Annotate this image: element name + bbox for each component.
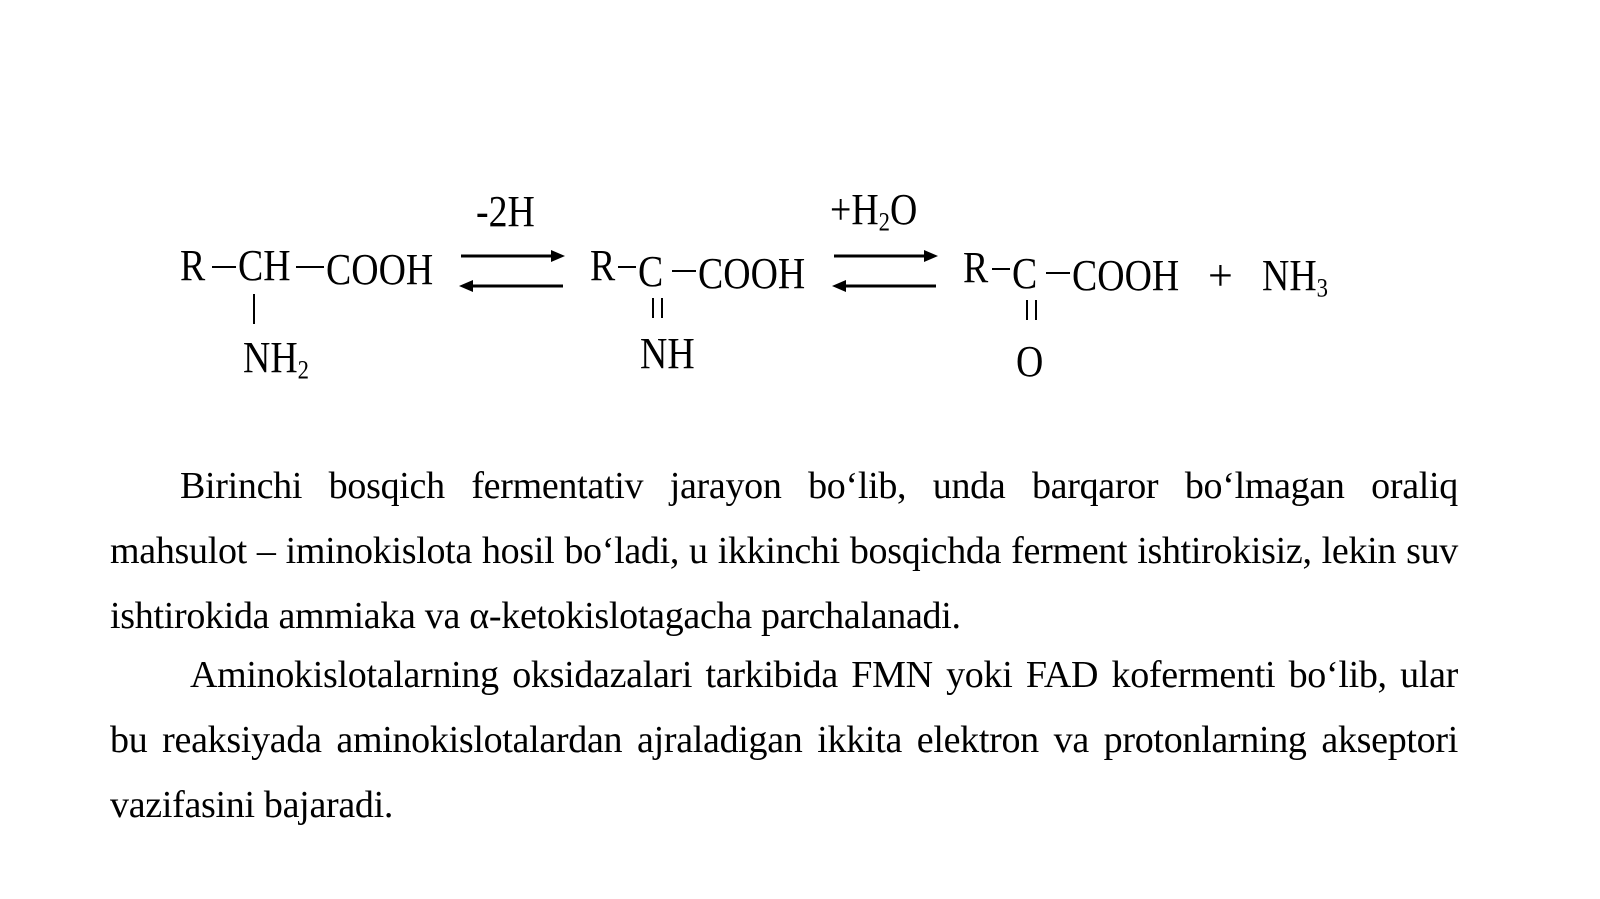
paragraph-2: [110, 643, 1458, 838]
bond-r-c-imino: [618, 266, 636, 268]
bond-r-ch: [212, 266, 236, 268]
step1-condition: -2H: [476, 187, 535, 236]
double-bond-c-n-left: [652, 298, 654, 318]
keto-acid-r: R: [963, 243, 989, 292]
amino-acid-r: R: [180, 241, 206, 290]
plus-sign: +: [1208, 251, 1233, 300]
equilibrium-arrow-1: [455, 240, 570, 296]
paragraph-1-line-3: ishtirokida ammiaka va α-ketokislotagacha parchalanadi.: [110, 595, 961, 637]
paragraph-1: [110, 454, 1458, 649]
imino-acid-cooh: COOH: [698, 249, 806, 298]
paragraph-2-line-2: bu reaksiyada aminokislotalardan ajraladigan ikkita elektron va protonlarning akseptori: [110, 719, 1458, 761]
step2-condition: $+H_2O$: [830, 185, 918, 237]
amino-acid-cooh: COOH: [326, 245, 434, 294]
bond-c-cooh-imino: [672, 270, 696, 272]
bond-ch-cooh: [296, 266, 324, 268]
ammonia: $NH_3$: [1262, 251, 1329, 303]
equilibrium-arrow-2: [828, 240, 943, 296]
amino-acid-nh2: $NH_2$: [243, 333, 310, 385]
double-bond-c-o-left: [1026, 300, 1028, 320]
keto-acid-c: C: [1012, 249, 1038, 298]
paragraph-1-line-1: Birinchi bosqich fermentativ jarayon bo‘lib, unda barqaror bo‘lmagan oraliq: [180, 465, 1458, 507]
bond-r-c-keto: [992, 268, 1010, 270]
paragraph-1-line-2: mahsulot – iminokislota hosil bo‘ladi, u ikkinchi bosqichda ferment ishtirokisiz, lekin suv: [110, 530, 1458, 572]
bond-ch-nh2: [253, 294, 255, 324]
keto-acid-o: O: [1016, 337, 1044, 386]
keto-acid-cooh: COOH: [1072, 251, 1180, 300]
paragraph-2-line-3: vazifasini bajaradi.: [110, 784, 394, 826]
bond-c-cooh-keto: [1046, 272, 1070, 274]
amino-acid-ch: CH: [238, 241, 291, 290]
paragraph-2-line-1: Aminokislotalarning oksidazalari tarkibida FMN yoki FAD kofermenti bo‘lib, ular: [190, 654, 1458, 696]
double-bond-c-o-right: [1035, 300, 1037, 320]
imino-acid-c: C: [638, 247, 664, 296]
imino-acid-nh: NH: [640, 329, 695, 378]
double-bond-c-n-right: [661, 298, 663, 318]
imino-acid-r: R: [590, 241, 616, 290]
